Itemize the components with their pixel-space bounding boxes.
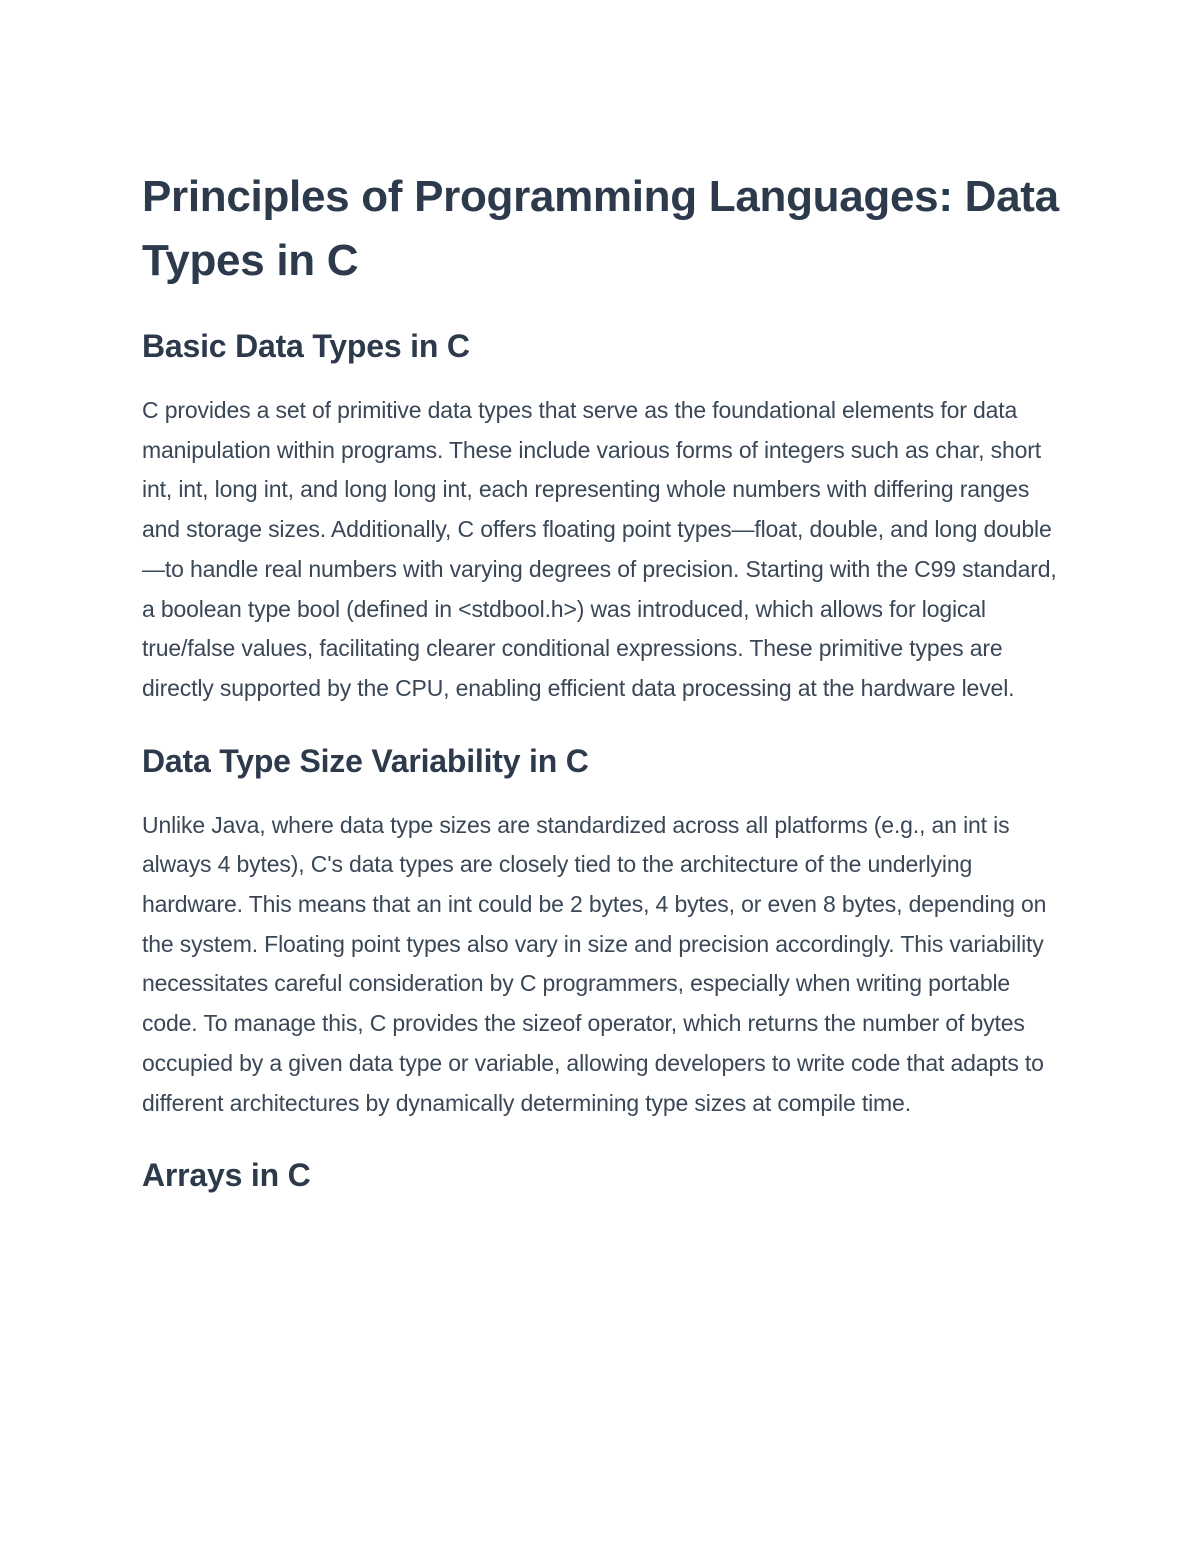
section-heading-size-variability: Data Type Size Variability in C [142,742,589,779]
section-body-size-variability: Unlike Java, where data type sizes are standardized across all platforms (e.g., an int is always 4 bytes), C's data types are closely tied to the architecture of the underlying hardware. This means that an int could be 2 bytes, 4 bytes, or even 8 bytes, depending on the system. Floating point types also vary in size and precision accordingly. This variability necessitates careful consideration by C programmers, especially when writing portable code. To manage this, C provides the sizeof operator, which returns the number of bytes occupied by a given data type or variable, allowing developers to write code that adapts to different architectures by dynamically determining type sizes at compile time. [142,811,1047,1116]
section-heading-arrays: Arrays in C [142,1157,311,1194]
section-body-basic-data-types: C provides a set of primitive data types that serve as the foundational elements for data manipulation within programs. These include various forms of integers such as char, short int, int, long int, and long long int, each representing whole numbers with differing ranges and storage sizes. Additionally, C offers floating point types—float, double, and long double—to handle real numbers with varying degrees of precision. Starting with the C99 standard, a boolean type bool (defined in <stdbool.h>) was introduced, which allows for logical true/false values, facilitating clearer conditional expressions. These primitive types are directly supported by the CPU, enabling efficient data processing at the hardware level. [142,397,1057,701]
section-heading-basic-data-types: Basic Data Types in C [142,328,470,364]
document-title: Principles of Programming Languages: Data Types in C [142,172,1059,285]
document-page [142,165,1062,1195]
